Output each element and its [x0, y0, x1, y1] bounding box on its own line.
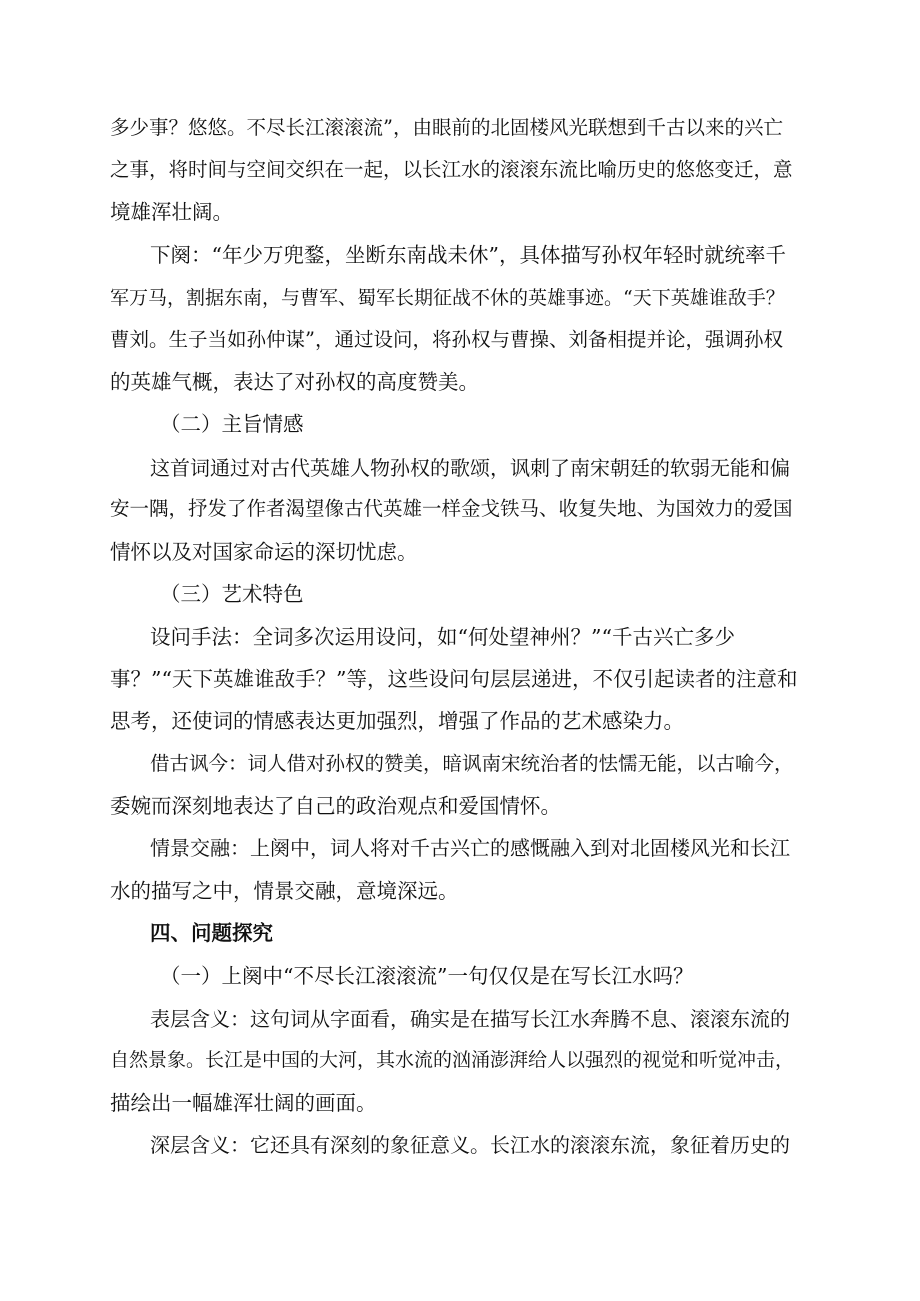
- line-text: 境雄浑壮阔。: [110, 200, 233, 224]
- line-text: 情景交融：上阕中，词人将对千古兴亡的感慨融入到对北固楼风光和长江: [150, 836, 790, 860]
- subheading-text: （一）上阕中“不尽长江滚滚流”一句仅仅是在写长江水吗？: [160, 964, 694, 988]
- line-text: 描绘出一幅雄浑壮阔的画面。: [110, 1091, 377, 1115]
- line-text: 思考，还使词的情感表达更加强烈，增强了作品的艺术感染力。: [110, 709, 684, 733]
- text-line: [0, 1086, 920, 1120]
- text-line: [0, 238, 920, 272]
- text-line: [0, 620, 920, 654]
- line-text: 军万马，割据东南，与曹军、蜀军长期征战不休的英雄事迹。“天下英雄谁敌手？: [110, 287, 785, 309]
- line-text: 曹刘。生子当如孙仲谋”，通过设问，将孙权与曹操、刘备相提并论，强调孙权: [110, 328, 783, 351]
- line-text: 安一隅，抒发了作者渴望像古代英雄一样金戈铁马、收复失地、为国效力的爱国: [110, 497, 793, 520]
- line-text: 的英雄气概，表达了对孙权的高度赞美。: [110, 370, 479, 394]
- text-line: [0, 195, 920, 229]
- text-line: [0, 153, 920, 187]
- line-text: 多少事？悠悠。不尽长江滚滚流”，由眼前的北固楼风光联想到千古以来的兴亡: [110, 116, 783, 139]
- line-text: 这首词通过对古代英雄人物孙权的歌颂，讽刺了南宋朝廷的软弱无能和偏: [150, 456, 790, 480]
- subheading-theme: [0, 407, 920, 441]
- text-line: [0, 1002, 920, 1036]
- line-text: 借古讽今：词人借对孙权的赞美，暗讽南宋统治者的怯懦无能，以古喻今，: [150, 752, 794, 775]
- subheading-question: [0, 959, 920, 993]
- text-line: [0, 323, 920, 357]
- text-line: [0, 111, 920, 145]
- line-text: 表层含义：这句词从字面看，确实是在描写长江水奔腾不息、滚滚东流的: [150, 1007, 790, 1031]
- text-line: [0, 492, 920, 526]
- line-text: 情怀以及对国家命运的深切忧虑。: [110, 540, 418, 564]
- subheading-text: （三）艺术特色: [160, 582, 304, 606]
- line-text: 委婉而深刻地表达了自己的政治观点和爱国情怀。: [110, 794, 561, 818]
- subheading-text: （二）主旨情感: [160, 412, 304, 436]
- line-text: 事？”“天下英雄谁敌手？”等，这些设问句层层递进，不仅引起读者的注意和: [110, 667, 798, 691]
- text-line: [0, 831, 920, 865]
- line-text: 下阕：“年少万兜鍪，坐断东南战未休”，具体描写孙权年轻时就统率千: [150, 243, 786, 267]
- text-line: [0, 535, 920, 569]
- text-line: [0, 281, 920, 315]
- section-heading-text: 四、问题探究: [150, 921, 273, 945]
- text-line: [0, 874, 920, 908]
- text-line: [0, 1128, 920, 1162]
- text-line: [0, 747, 920, 781]
- line-text: 设问手法：全词多次运用设问，如“何处望神州？”“千古兴亡多少: [150, 625, 735, 649]
- text-line: [0, 1043, 920, 1077]
- subheading-art: [0, 577, 920, 611]
- text-line: [0, 704, 920, 738]
- line-text: 自然景象。长江是中国的大河，其水流的汹涌澎湃给人以强烈的视觉和听觉冲击，: [110, 1049, 795, 1071]
- text-line: [0, 662, 920, 696]
- text-line: [0, 365, 920, 399]
- section-heading: [0, 916, 920, 950]
- line-text: 水的描写之中，情景交融，意境深远。: [110, 879, 459, 903]
- line-text: 之事，将时间与空间交织在一起，以长江水的滚滚东流比喻历史的悠悠变迁，意: [110, 158, 793, 181]
- text-line: [0, 789, 920, 823]
- line-text: 深层含义：它还具有深刻的象征意义。长江水的滚滚东流，象征着历史的: [150, 1133, 790, 1157]
- text-line: [0, 451, 920, 485]
